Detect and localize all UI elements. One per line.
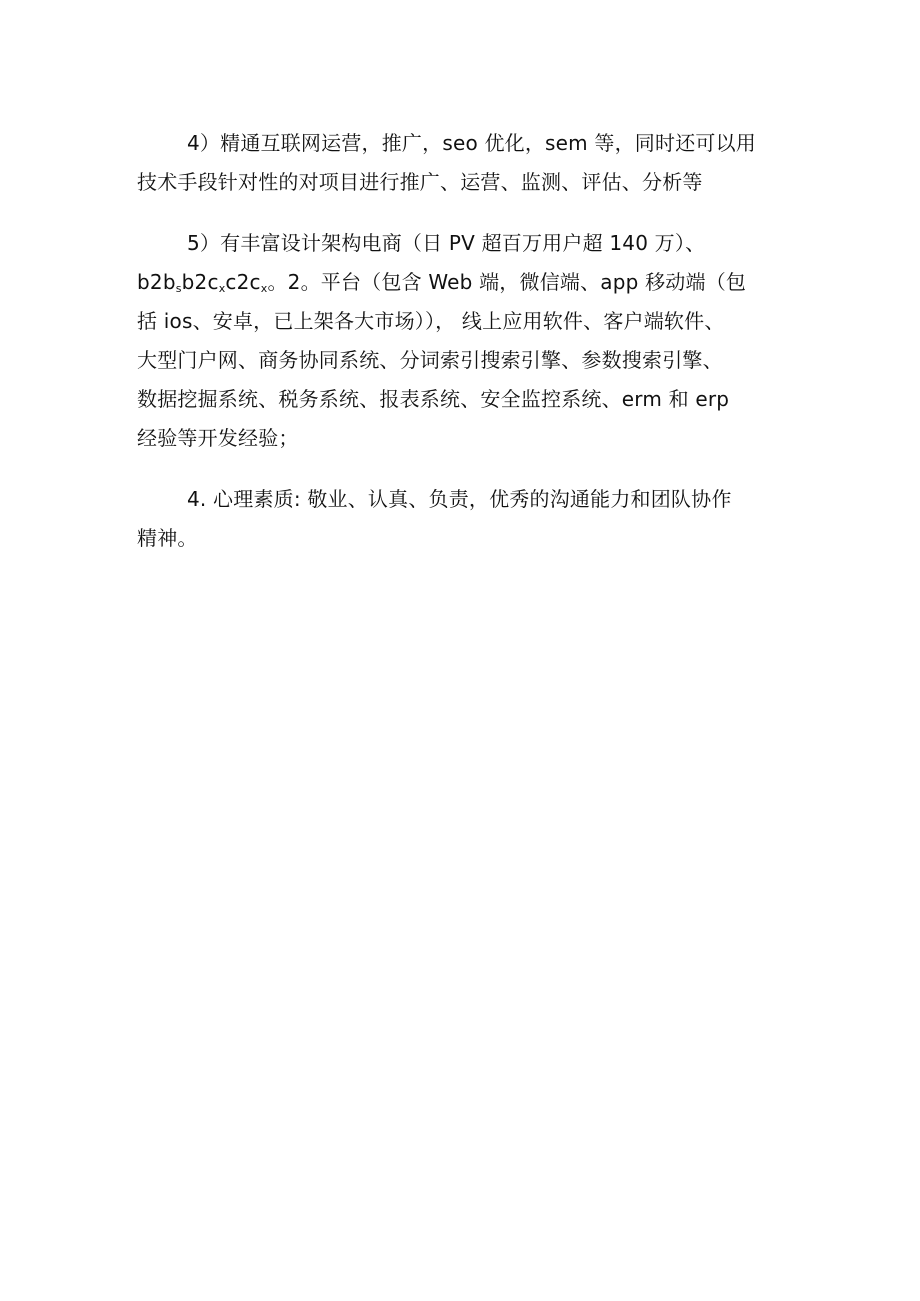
text-line-models: [137, 263, 787, 302]
text-line: 5）有丰富设计架构电商（日 PV 超百万用户超 140 万）、: [187, 231, 706, 255]
subscript-x: x: [260, 282, 268, 295]
text-line: 经验等开发经验；: [137, 426, 299, 450]
paragraph-ecommerce-architecture: [137, 224, 787, 458]
paragraph-psychological-quality: [137, 480, 787, 558]
subscript-x: x: [218, 282, 226, 295]
text-line: 精神。: [137, 526, 198, 550]
paragraph-internet-operations: [137, 124, 787, 202]
text-line: 大型门户网、商务协同系统、分词索引搜索引擎、参数搜索引擎、: [137, 348, 723, 372]
text-platform: 。2。平台（包含 Web 端，微信端、app 移动端（包: [267, 270, 747, 294]
subscript-s: s: [175, 282, 182, 295]
text-b2b: b2b: [137, 270, 176, 294]
text-c2c: c2c: [225, 270, 261, 294]
paragraph-spacer: [137, 458, 787, 480]
document-body: [137, 124, 787, 558]
paragraph-spacer: [137, 202, 787, 224]
text-line: 4. 心理素质: 敬业、认真、负责，优秀的沟通能力和团队协作: [187, 487, 732, 511]
text-line: 括 ios、安卓，已上架各大市场））， 线上应用软件、客户端软件、: [137, 309, 725, 333]
text-line: 4）精通互联网运营，推广，seo 优化，sem 等，同时还可以用: [187, 131, 757, 155]
text-line: 数据挖掘系统、税务系统、报表系统、安全监控系统、erm 和 erp: [137, 387, 730, 411]
text-line: 技术手段针对性的对项目进行推广、运营、监测、评估、分析等: [137, 170, 703, 194]
text-b2c: b2c: [181, 270, 219, 294]
